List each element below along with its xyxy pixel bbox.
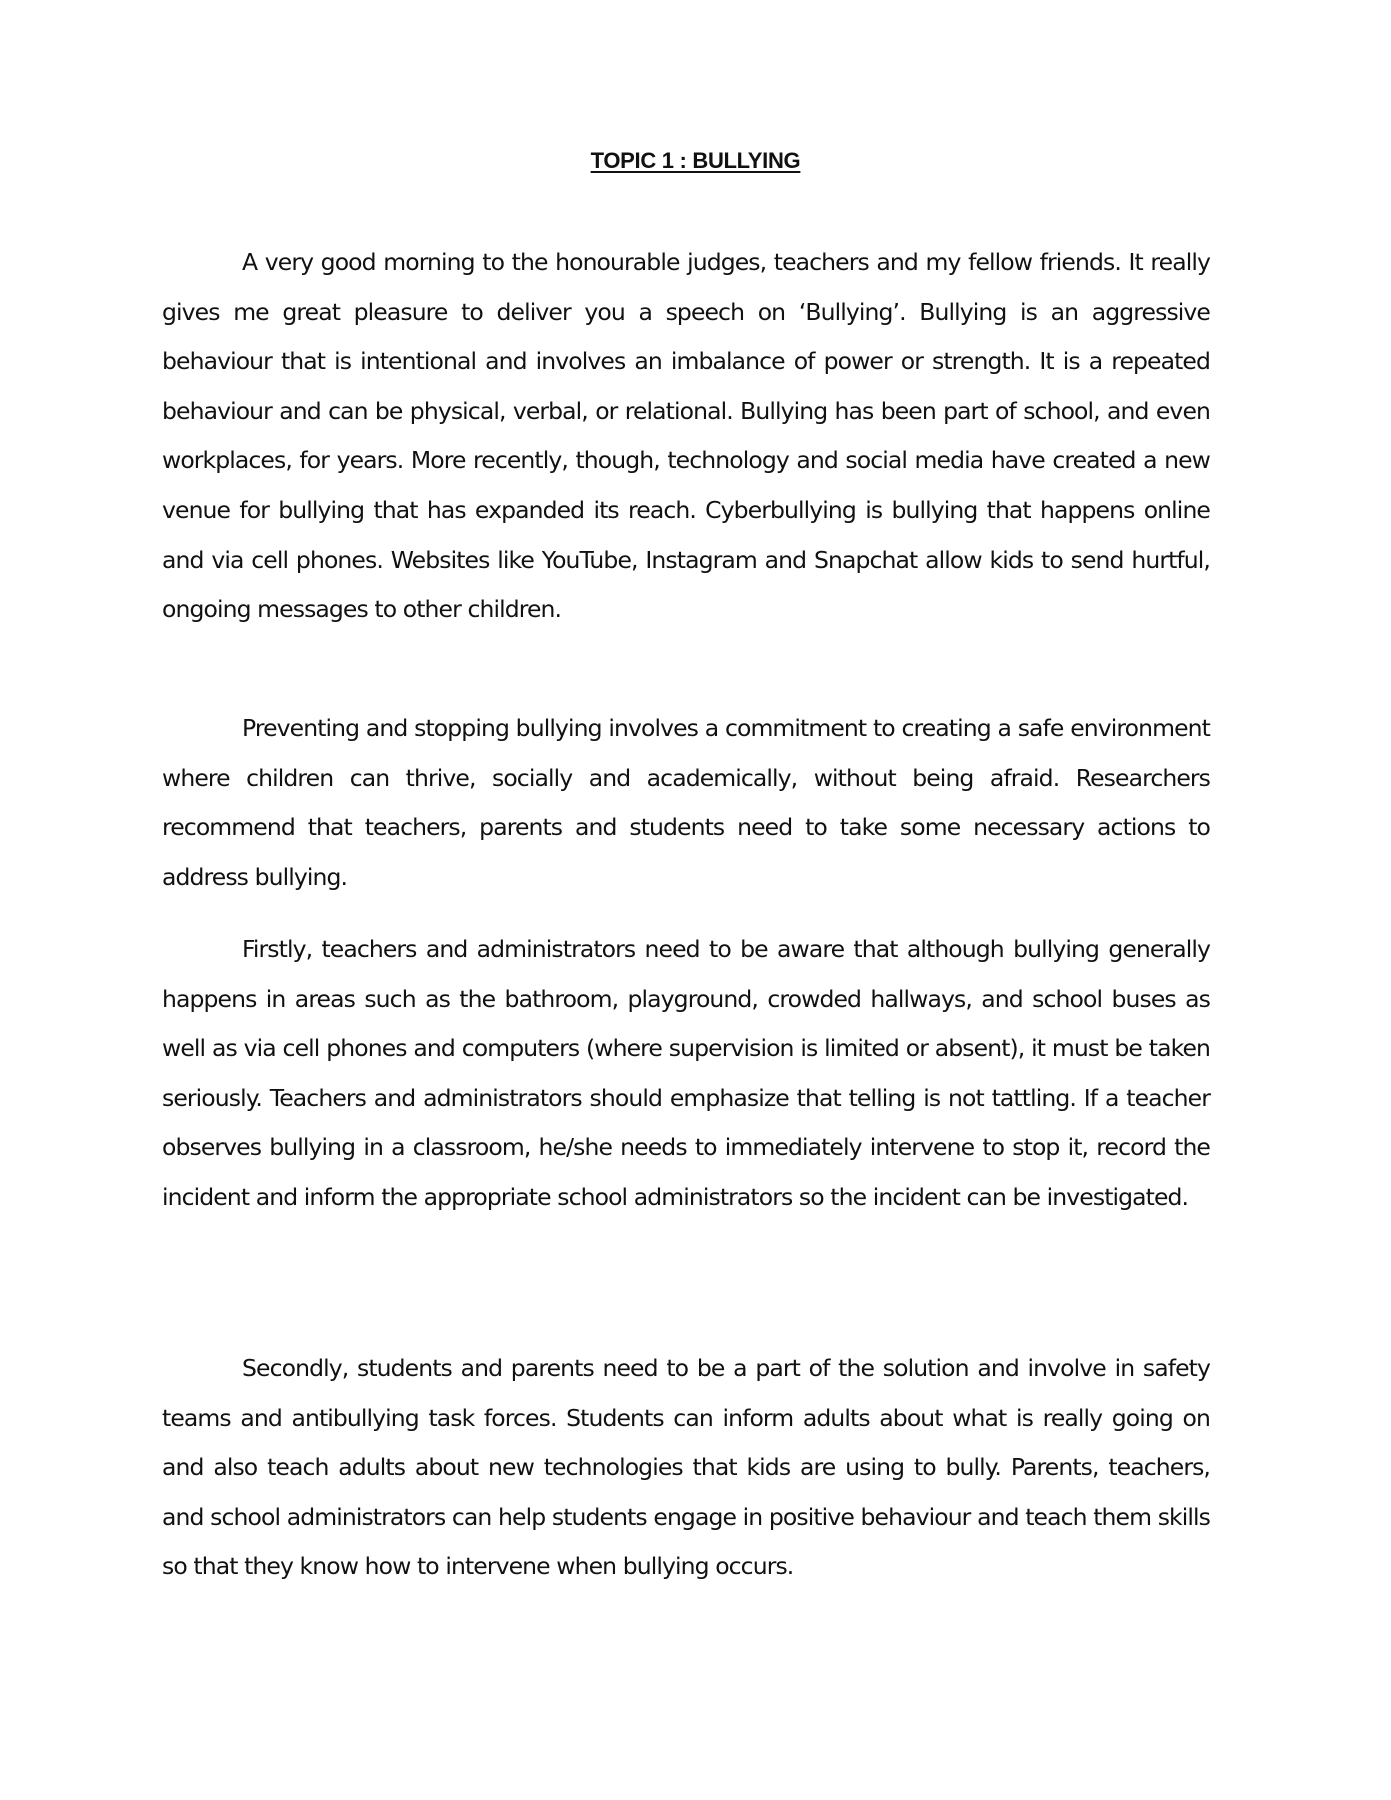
- paragraph-prevention: Preventing and stopping bullying involves a commitment to creating a safe environment where children can thrive, socially and academically, without being afraid. Researchers recommend that teachers, parents and students need to take some necessary actions to address bullying.: [162, 714, 1210, 891]
- page-title: [0, 146, 1391, 176]
- paragraph-students-parents: Secondly, students and parents need to be a part of the solution and involve in safety teams and antibullying task forces. Students can inform adults about what is really going on and also teach adults about new technologies that kids are using to bully. Parents, teachers, and school administrators can help students engage in positive behaviour and teach them skills so that they know how to intervene when bullying occurs.: [162, 1354, 1210, 1581]
- page-title-text: TOPIC 1 : BULLYING: [590, 147, 801, 173]
- paragraph-introduction: A very good morning to the honourable judges, teachers and my fellow friends. It really gives me great pleasure to deliver you a speech on ‘Bullying’. Bullying is an aggressive behaviour that is intentional and involves an imbalance of power or strength. It is a repeated behaviour and can be physical, verbal, or relational. Bullying has been part of school, and even workplaces, for years. More recently, though, technology and social media have created a new venue for bullying that has expanded its reach. Cyberbullying is bullying that happens online and via cell phones. Websites like YouTube, Instagram and Snapchat allow kids to send hurtful, ongoing messages to other children.: [162, 248, 1210, 624]
- paragraph-teachers-administrators: Firstly, teachers and administrators need to be aware that although bullying generally happens in areas such as the bathroom, playground, crowded hallways, and school buses as well as via cell phones and computers (where supervision is limited or absent), it must be taken seriously. Teachers and administrators should emphasize that telling is not tattling. If a teacher observes bullying in a classroom, he/she needs to immediately intervene to stop it, record the incident and inform the appropriate school administrators so the incident can be investigated.: [162, 935, 1210, 1211]
